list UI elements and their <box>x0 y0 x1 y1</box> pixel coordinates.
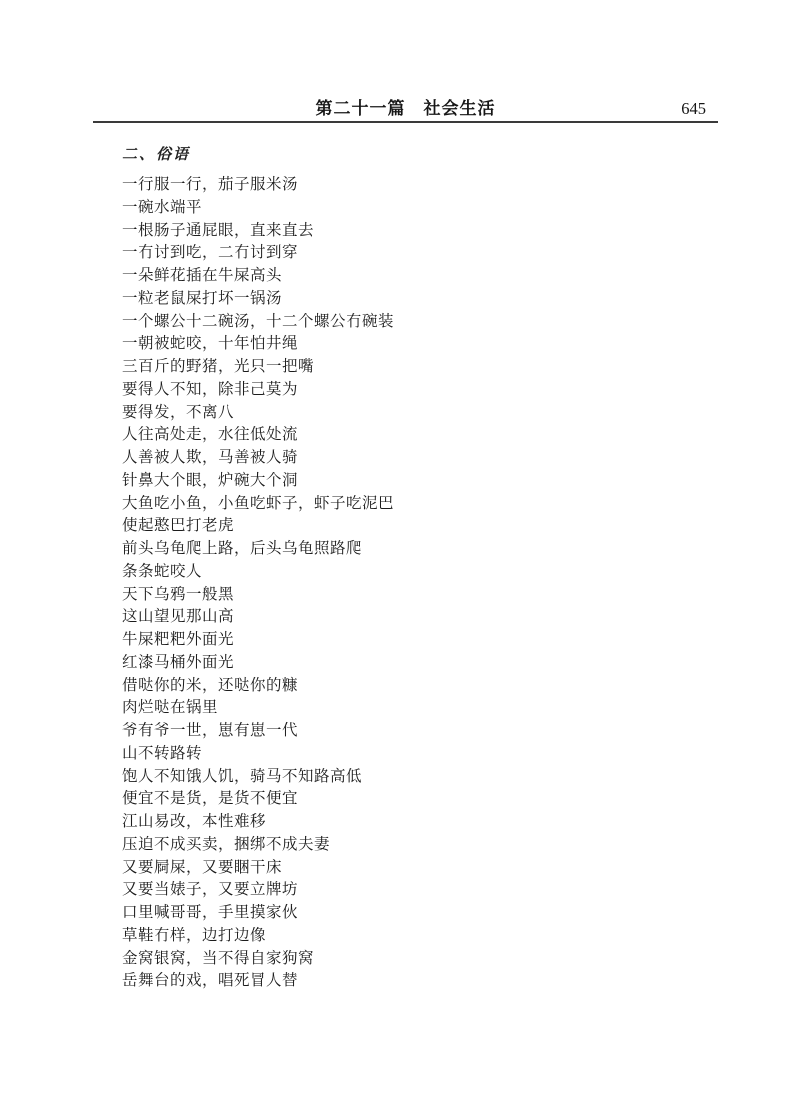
list-item: 一粒老鼠屎打坏一锅汤 <box>122 289 283 307</box>
list-item: 三百斤的野猪，光只一把嘴 <box>122 358 315 375</box>
list-item: 一朝被蛇咬，十年怕井绳 <box>122 335 299 353</box>
list-item: 一朵鲜花插在牛屎高头 <box>122 267 283 284</box>
list-item: 一冇讨到吃，二冇讨到穿 <box>122 244 299 262</box>
list-item: 肉烂哒在锅里 <box>122 699 219 717</box>
list-item: 便宜不是货，是货不便宜 <box>122 790 299 808</box>
list-item: 一个螺公十二碗汤，十二个螺公冇碗装 <box>122 312 395 330</box>
list-item: 借哒你的米，还哒你的糠 <box>122 676 299 694</box>
list-item: 人往高处走，水往低处流 <box>122 426 299 444</box>
list-item: 天下乌鸦一般黑 <box>122 585 235 603</box>
list-item: 使起憨巴打老虎 <box>122 517 235 535</box>
list-item: 爷有爷一世，崽有崽一代 <box>122 722 299 739</box>
list-item: 岳舞台的戏，唱死冒人替 <box>122 972 299 990</box>
proverb-list <box>122 174 682 993</box>
list-item: 江山易改，本性难移 <box>122 813 267 830</box>
list-item: 针鼻大个眼，炉碗大个洞 <box>122 471 299 489</box>
list-item: 大鱼吃小鱼，小鱼吃虾子，虾子吃泥巴 <box>122 494 395 512</box>
list-item: 要得发，不离八 <box>122 403 235 421</box>
list-item: 金窝银窝，当不得自家狗窝 <box>122 949 315 967</box>
list-item: 又要屙屎，又要睏干床 <box>122 858 283 876</box>
list-item: 人善被人欺，马善被人骑 <box>122 449 299 466</box>
list-item: 一行服一行，茄子服米汤 <box>122 176 299 193</box>
page-number: 645 <box>681 99 706 118</box>
section-heading: 二、俗语 <box>122 147 191 163</box>
list-item: 这山望见那山高 <box>122 608 235 626</box>
chapter-title: 第二十一篇 社会生活 <box>315 99 496 118</box>
list-item: 山不转路转 <box>122 744 203 762</box>
list-item: 要得人不知，除非己莫为 <box>122 380 299 398</box>
list-item: 又要当婊子，又要立牌坊 <box>122 881 299 899</box>
list-item: 一根肠子通屁眼，直来直去 <box>122 221 315 239</box>
list-item: 前头乌龟爬上路，后头乌龟照路爬 <box>122 540 363 557</box>
list-item: 饱人不知饿人饥，骑马不知路高低 <box>122 767 363 785</box>
list-item: 条条蛇咬人 <box>122 562 203 580</box>
list-item: 牛屎粑粑外面光 <box>122 631 235 648</box>
list-item: 草鞋冇样，边打边像 <box>122 926 267 944</box>
running-header <box>93 99 718 123</box>
list-item: 口里喊哥哥，手里摸家伙 <box>122 904 299 921</box>
list-item: 红漆马桶外面光 <box>122 653 235 671</box>
list-item: 压迫不成买卖，捆绑不成夫妻 <box>122 835 331 853</box>
list-item: 一碗水端平 <box>122 198 203 216</box>
